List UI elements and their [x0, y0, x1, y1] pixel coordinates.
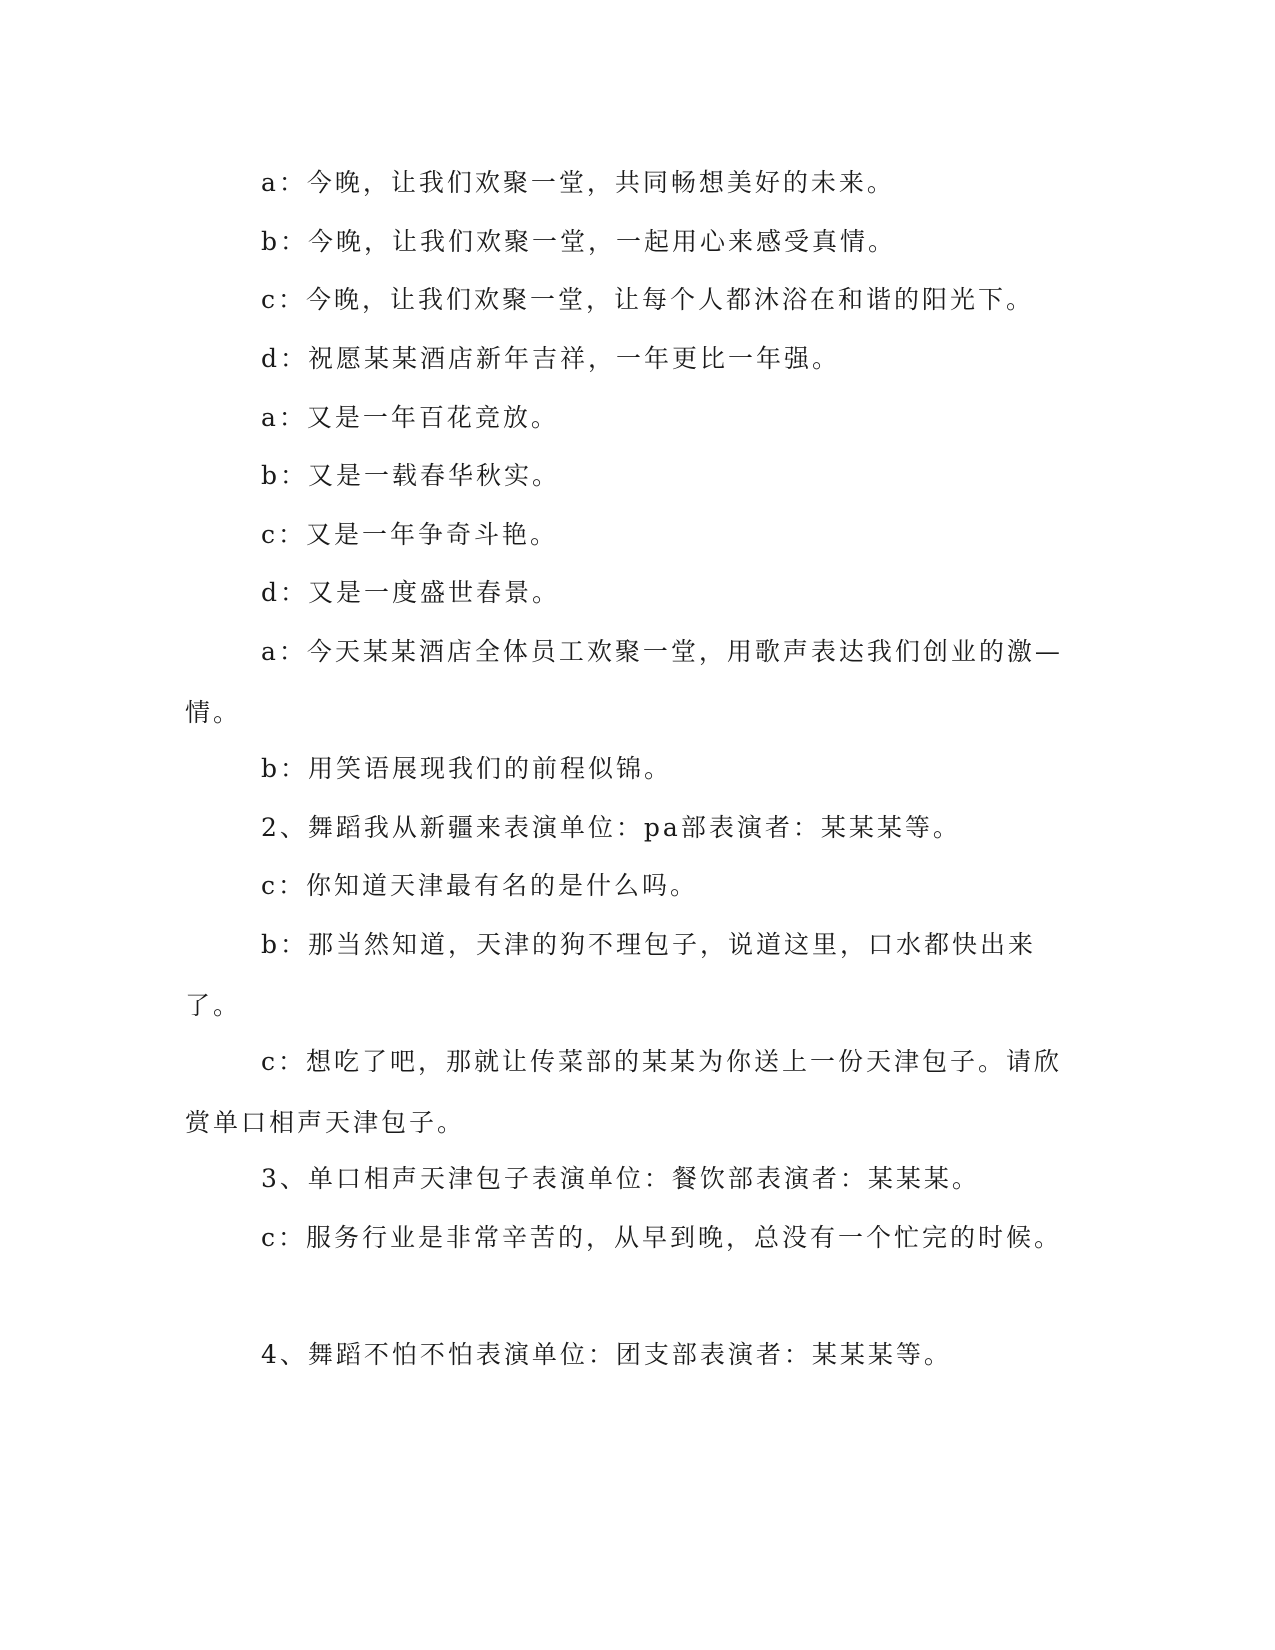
paragraph: d：祝愿某某酒店新年吉祥，一年更比一年强。	[261, 344, 841, 373]
paragraph: a：又是一年百花竞放。	[261, 403, 559, 432]
paragraph: d：又是一度盛世春景。	[261, 578, 561, 607]
paragraph: b：那当然知道，天津的狗不理包子，说道这里，口水都快出来了。	[185, 930, 1037, 1020]
paragraph: 2、舞蹈我从新疆来表演单位：pa部表演者：某某某等。	[261, 813, 961, 842]
paragraph: c：你知道天津最有名的是什么吗。	[261, 871, 699, 900]
paragraph: b：今晚，让我们欢聚一堂，一起用心来感受真情。	[261, 227, 897, 256]
paragraph: c：想吃了吧，那就让传菜部的某某为你送上一份天津包子。请欣赏单口相声天津包子。	[185, 1047, 1063, 1137]
paragraph: b：又是一载春华秋实。	[261, 461, 561, 490]
paragraph: a：今晚，让我们欢聚一堂，共同畅想美好的未来。	[261, 168, 895, 197]
paragraph: 4、舞蹈不怕不怕表演单位：团支部表演者：某某某等。	[261, 1340, 952, 1369]
paragraph: b：用笑语展现我们的前程似锦。	[261, 754, 673, 783]
paragraph: c：服务行业是非常辛苦的，从早到晚，总没有一个忙完的时候。	[261, 1223, 1063, 1252]
paragraph: 3、单口相声天津包子表演单位：餐饮部表演者：某某某。	[261, 1164, 980, 1193]
paragraph: c：又是一年争奇斗艳。	[261, 520, 559, 549]
paragraph: c：今晚，让我们欢聚一堂，让每个人都沐浴在和谐的阳光下。	[261, 285, 1035, 314]
paragraph: a：今天某某酒店全体员工欢聚一堂，用歌声表达我们创业的激—情。	[185, 637, 1063, 727]
